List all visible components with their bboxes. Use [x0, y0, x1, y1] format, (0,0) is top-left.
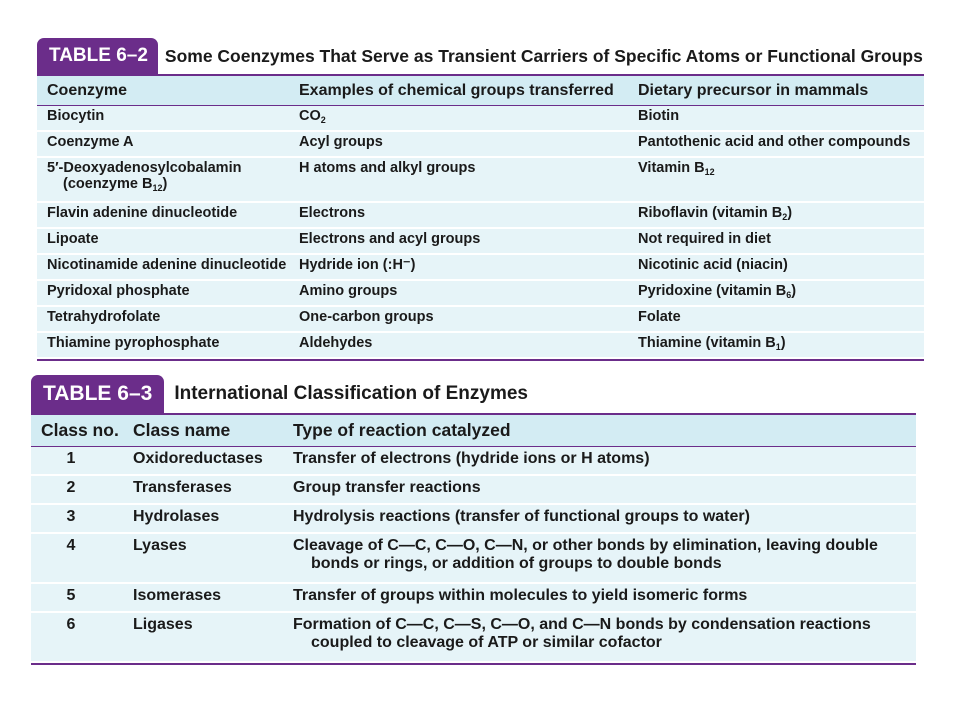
column-header-groups: Examples of chemical groups transferred — [299, 81, 614, 99]
table-6-3 — [31, 375, 916, 665]
coenzyme-cell: Tetrahydrofolate — [47, 309, 161, 325]
reaction-cell: Hydrolysis reactions (transfer of functional groups to water) — [293, 508, 750, 525]
precursor-cell: Thiamine (vitamin $B_1$) — [638, 335, 786, 352]
table-row — [37, 132, 924, 158]
precursor-cell: Biotin — [638, 108, 680, 124]
class-name-cell: Hydrolases — [133, 508, 220, 525]
precursor-cell: Vitamin $B_{12}$ — [638, 160, 715, 177]
table-bottom-rule — [31, 663, 916, 665]
column-header-class-no: Class no. — [41, 420, 119, 440]
groups-cell: Hydride ion (:H⁻) — [299, 257, 416, 273]
class-name-cell: Lyases — [133, 537, 187, 554]
coenzyme-cell: 5′-Deoxyadenosylcobalamin (coenzyme $B_{12}$) — [47, 160, 242, 193]
table-title-row — [37, 38, 924, 74]
class-no-cell: 2 — [66, 479, 76, 496]
class-name-cell: Isomerases — [133, 587, 222, 604]
table-header-row — [31, 415, 916, 447]
table-row — [37, 255, 924, 281]
column-header-class-name: Class name — [133, 420, 231, 440]
coenzyme-cell: Nicotinamide adenine dinucleotide — [47, 257, 287, 273]
table-row — [37, 158, 924, 203]
coenzyme-cell: Lipoate — [47, 231, 99, 247]
precursor-cell: Nicotinic acid (niacin) — [638, 257, 788, 273]
table-6-2 — [37, 38, 924, 361]
reaction-cell: Formation of C—C, C—S, C—O, and C—N bonds by condensation reactions coupled to cleavage of ATP or similar cofactor — [293, 616, 871, 651]
table-row — [37, 281, 924, 307]
reaction-cell: Transfer of electrons (hydride ions or H atoms) — [293, 450, 650, 467]
table-row — [31, 505, 916, 534]
table-row — [31, 584, 916, 613]
table-header-row — [37, 76, 924, 106]
table-title-row — [31, 375, 916, 413]
groups-cell: H atoms and alkyl groups — [299, 160, 476, 176]
class-name-cell: Oxidoreductases — [133, 450, 263, 467]
coenzyme-cell: Flavin adenine dinucleotide — [47, 205, 238, 221]
precursor-cell: Folate — [638, 309, 681, 325]
reaction-cell: Transfer of groups within molecules to yield isomeric forms — [293, 587, 748, 604]
class-no-cell: 4 — [66, 537, 76, 554]
table-row — [37, 106, 924, 132]
class-no-cell: 5 — [66, 587, 76, 604]
table-row — [37, 203, 924, 229]
precursor-cell: Pantothenic acid and other compounds — [638, 134, 911, 150]
precursor-cell: Riboflavin (vitamin $B_2$) — [638, 205, 793, 222]
groups-cell: Aldehydes — [299, 335, 373, 351]
groups-cell: One-carbon groups — [299, 309, 434, 325]
table-number-badge: TABLE 6–2 — [37, 38, 158, 74]
table-row — [31, 447, 916, 476]
class-no-cell: 1 — [66, 450, 76, 467]
table-row — [31, 534, 916, 584]
table-row — [31, 476, 916, 505]
precursor-cell: Not required in diet — [638, 231, 771, 247]
groups-cell: $CO_2$ — [299, 108, 326, 125]
table-bottom-rule — [37, 359, 924, 361]
table-row — [37, 229, 924, 255]
coenzyme-cell: Coenzyme A — [47, 134, 134, 150]
column-header-coenzyme: Coenzyme — [47, 81, 128, 99]
groups-cell: Acyl groups — [299, 134, 383, 150]
class-name-cell: Transferases — [133, 479, 232, 496]
table-row — [37, 307, 924, 333]
column-header-reaction: Type of reaction catalyzed — [293, 420, 511, 440]
groups-cell: Electrons — [299, 205, 366, 221]
coenzyme-cell: Thiamine pyrophosphate — [47, 335, 220, 351]
class-name-cell: Ligases — [133, 616, 193, 633]
table-caption: International Classification of Enzymes — [174, 383, 529, 404]
table-number-badge: TABLE 6–3 — [31, 375, 164, 413]
groups-cell: Amino groups — [299, 283, 398, 299]
reaction-cell: Cleavage of C—C, C—O, C—N, or other bonds by elimination, leaving double bonds or rings, or addition of groups to double bonds — [293, 537, 878, 572]
coenzyme-cell: Biocytin — [47, 108, 105, 124]
table-row — [31, 613, 916, 663]
reaction-cell: Group transfer reactions — [293, 479, 481, 496]
precursor-cell: Pyridoxine (vitamin $B_6$) — [638, 283, 797, 300]
class-no-cell: 6 — [66, 616, 76, 633]
column-header-precursor: Dietary precursor in mammals — [638, 81, 869, 99]
groups-cell: Electrons and acyl groups — [299, 231, 481, 247]
table-caption: Some Coenzymes That Serve as Transient Carriers of Specific Atoms or Functional Groups — [164, 45, 923, 66]
coenzyme-cell: Pyridoxal phosphate — [47, 283, 190, 299]
class-no-cell: 3 — [66, 508, 76, 525]
table-row — [37, 333, 924, 359]
